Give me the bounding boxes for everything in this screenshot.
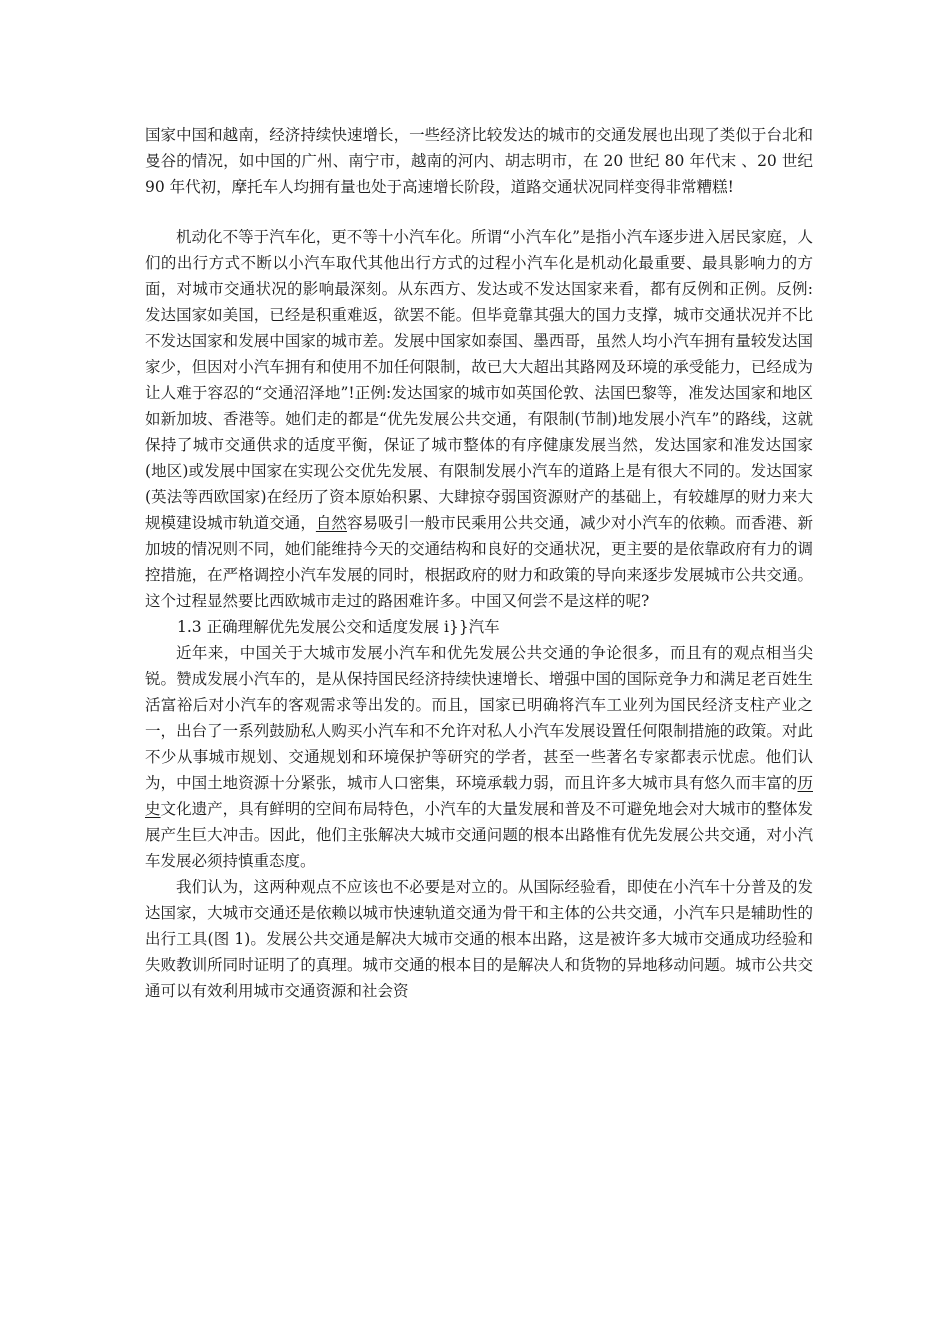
paragraph-motorcycle-growth: 国家中国和越南，经济持续快速增长，一些经济比较发达的城市的交通发展也出现了类似于台北和曼谷的情况，如中国的广州、南宁市，越南的河内、胡志明市，在 20 世纪 80 年代末 、20 世纪 90 年代初，摩托车人均拥有量也处于高速增长阶段，道路交通状况同样变得非常糟糕! bbox=[145, 126, 813, 196]
document-body bbox=[145, 122, 813, 1004]
paragraph-conclusion: 我们认为，这两种观点不应该也不必要是对立的。从国际经验看，即使在小汽车十分普及的发达国家，大城市交通还是依赖以城市快速轨道交通为骨干和主体的公共交通，小汽车只是辅助性的出行工具(图 1)。发展公共交通是解决大城市交通的根本出路，这是被许多大城市交通成功经验和失败教训所同时证明了的真理。城市交通的根本目的是解决人和货物的异地移动问题。城市公共交通可以有效利用城市交通资源和社会资 bbox=[145, 878, 813, 1000]
paragraph-motorization-text-a: 机动化不等于汽车化，更不等十小汽车化。所谓“小汽车化”是指小汽车逐步进入居民家庭，人们的出行方式不断以小汽车取代其他出行方式的过程小汽车化是机动化最重要、最具影响力的方面，对城市交通状况的影响最深刻。从东西方、发达或不发达国家来看，都有反例和正例。反例:发达国家如美国，已经是积重难返，欲罢不能。但毕竟靠其强大的国力支撑，城市交通状况并不比不发达国家和发展中国家的城市差。发展中国家如泰国、墨西哥，虽然人均小汽车拥有量较发达国家少，但因对小汽车拥有和使用不加任何限制，故已大大超出其路网及环境的承受能力，已经成为让人难于容忍的“交通沼泽地”!正例:发达国家的城市如英国伦敦、法国巴黎等，准发达国家和地区如新加坡、香港等。她们走的都是“优先发展公共交通，有限制(节制)地发展小汽车”的路线，这就保持了城市交通供求的适度平衡，保证了城市整体的有序健康发展当然，发达国家和准发达国家(地区)或发展中国家在实现公交优先发展、有限制发展小汽车的道路上是有很大不同的。发达国家(英法等西欧国家)在经历了资本原始积累、大肆掠夺弱国资源财产的基础上，有较雄厚的财力来大规模建设城市轨道交通， bbox=[145, 228, 813, 532]
underlined-word-history: 历史 bbox=[145, 774, 813, 818]
section-heading: 1.3 正确理解优先发展公交和适度发展 i}}汽车 bbox=[177, 618, 500, 636]
paragraph-debate-text-b: 文化遗产，具有鲜明的空间布局特色，小汽车的大量发展和普及不可避免地会对大城市的整体发展产生巨大冲击。因此，他们主张解决大城市交通问题的根本出路惟有优先发展公共交通，对小汽车发展必须持慎重态度。 bbox=[145, 800, 813, 870]
underlined-word-naturally: 自然 bbox=[315, 514, 347, 532]
paragraph-motorization-text-b: 容易吸引一般市民乘用公共交通，减少对小汽车的依赖。而香港、新加坡的情况则不同，她们能维持今天的交通结构和良好的交通状况，更主要的是依靠政府有力的调控措施，在严格调控小汽车发展的同时，根据政府的财力和政策的导向来逐步发展城市公共交通。这个过程显然要比西欧城市走过的路困难许多。中国又何尝不是这样的呢? bbox=[145, 514, 813, 610]
paragraph-debate bbox=[145, 640, 813, 874]
paragraph-spacer bbox=[145, 200, 813, 224]
paragraph-debate-text-a: 近年来，中国关于大城市发展小汽车和优先发展公共交通的争论很多，而且有的观点相当尖锐。赞成发展小汽车的，是从保持国民经济持续快速增长、增强中国的国际竞争力和满足老百姓生活富裕后对小汽车的客观需求等出发的。而且，国家已明确将汽车工业列为国民经济支柱产业之一，出台了一系列鼓励私人购买小汽车和不允许对私人小汽车发展设置任何限制措施的政策。对此不少从事城市规划、交通规划和环境保护等研究的学者，甚至一些著名专家都表示忧虑。他们认为，中国土地资源十分紧张，城市人口密集，环境承载力弱，而且许多大城市具有悠久而丰富的 bbox=[145, 644, 813, 792]
paragraph-motorization bbox=[145, 224, 813, 614]
